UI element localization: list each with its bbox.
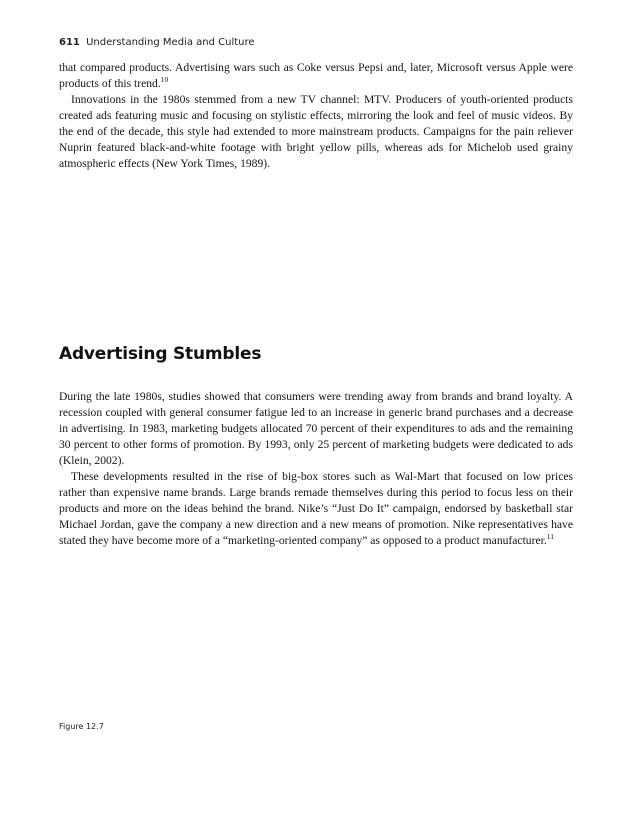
book-title: Understanding Media and Culture <box>86 37 255 48</box>
section-heading: Advertising Stumbles <box>59 344 262 364</box>
paragraph-text: Innovations in the 1980s stemmed from a new TV channel: MTV. Producers of youth-oriented products created ads featuring music and focusing on stylistic effects, mirroring the look and feel of music videos. By the end of the decade, this style had extended to more mainstream products. Campaigns for the pain reliever Nuprin featured black-and-white footage with bright yellow pills, whereas ads for Michelob used grainy atmospheric effects (New York Times, 1989). <box>59 93 573 170</box>
paragraph-late-1980s <box>59 389 573 469</box>
paragraph-text: that compared products. Advertising wars such as Coke versus Pepsi and, later, Microsoft versus Apple were products of this trend. <box>59 61 573 90</box>
paragraph-compared-products <box>59 60 573 92</box>
paragraph-text: During the late 1980s, studies showed that consumers were trending away from brands and brand loyalty. A recession coupled with general consumer fatigue led to an increase in generic brand purchases and a decrease in advertising. In 1983, marketing budgets allocated 70 percent of their expenditures to ads and the remaining 30 percent to other forms of promotion. By 1993, only 25 percent of marketing budgets were dedicated to ads (Klein, 2002). <box>59 390 573 467</box>
footnote-ref-11[interactable]: 11 <box>546 532 554 541</box>
figure-caption: Figure 12.7 <box>59 722 104 731</box>
page-number: 611 <box>59 37 80 48</box>
paragraph-mtv-innovations <box>59 92 573 172</box>
footnote-ref-10[interactable]: 10 <box>160 75 169 84</box>
running-header <box>59 37 255 48</box>
paragraph-text: These developments resulted in the rise of big-box stores such as Wal-Mart that focused on low prices rather than expensive name brands. Large brands remade themselves during this period to focus less on their products and more on the ideas behind the brand. Nike’s “Just Do It” campaign, endorsed by basketball star Michael Jordan, gave the company a new direction and a new means of promotion. Nike representatives have stated they have become more of a “marketing-oriented company” as opposed to a product manufacturer. <box>59 470 573 547</box>
paragraph-big-box-stores <box>59 469 573 549</box>
